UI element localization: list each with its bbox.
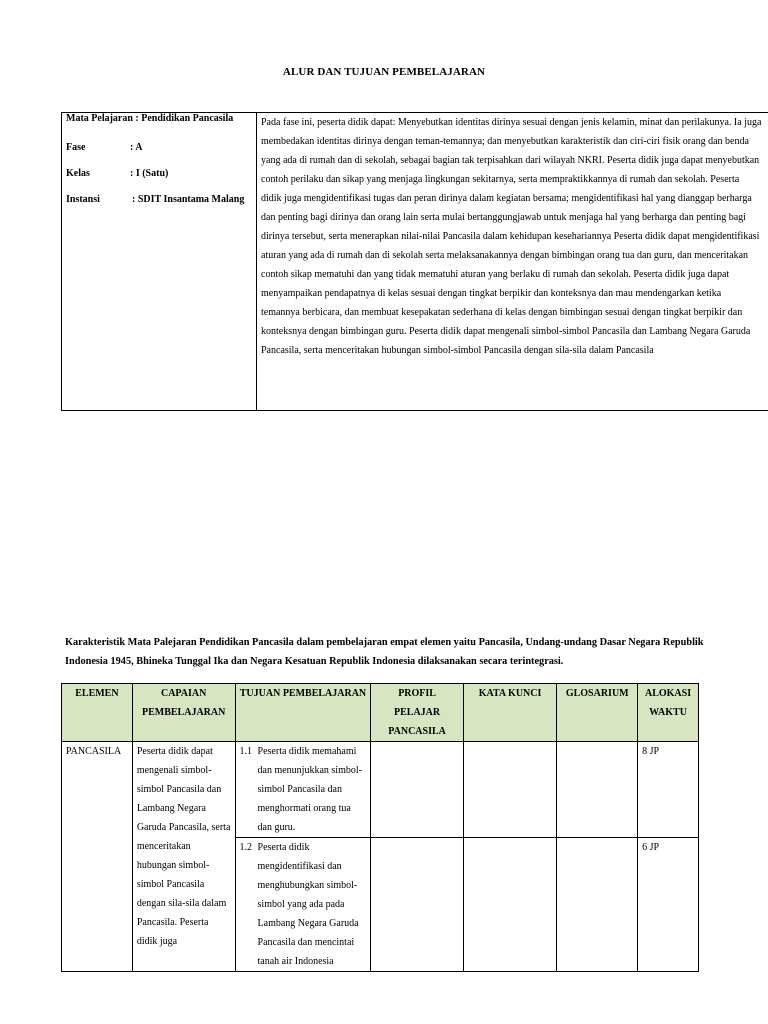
cell-elemen: PANCASILA	[62, 742, 133, 972]
page-title: ALUR DAN TUJUAN PEMBELAJARAN	[282, 66, 486, 78]
info-row-phase	[66, 142, 252, 168]
header-capaian: CAPAIAN PEMBELAJARAN	[132, 684, 235, 742]
table-row	[62, 742, 699, 838]
header-elemen: ELEMEN	[62, 684, 133, 742]
tujuan-number: 1.2	[239, 842, 253, 853]
header-kata-kunci: KATA KUNCI	[463, 684, 557, 742]
header-profil: PROFIL PELAJAR PANCASILA	[371, 684, 463, 742]
table-header-row	[62, 684, 699, 742]
info-row-subject	[66, 113, 252, 142]
cell-glosarium-1	[557, 742, 638, 838]
header-tujuan: TUJUAN PEMBELAJARAN	[235, 684, 371, 742]
cell-capaian: Peserta didik dapat mengenali simbol-simbol Pancasila dan Lambang Negara Garuda Pancasila, serta menceritakan hubungan simbol-simbol Pancasila dengan sila-sila dalam Pancasila. Peserta didik juga	[132, 742, 235, 972]
info-row-class	[66, 168, 252, 194]
phase-value: : A	[130, 142, 143, 153]
phase-description: Pada fase ini, peserta didik dapat: Menyebutkan identitas dirinya sesuai dengan jenis kelamin, minat dan perilakunya. Ia juga membedakan identitas dirinya dengan teman-temannya; dan menyebutkan karakteristik dan ciri-ciri fisik orang dan benda yang ada di rumah dan di sekolah, sebagai bagian tak terpisahkan dari wilayah NKRI. Peserta didik juga dapat menyebutkan contoh perilaku dan sikap yang menjaga lingkungan sekitarnya, serta mempraktikkannya di rumah dan sekolah. Peserta didik juga mengidentifikasi tugas dan peran dirinya dalam kegiatan bersama; mengidentifikasi hal yang dianggap berharga dan penting bagi dirinya dan orang lain serta mulai bertanggungjawab untuk menjaga hal yang berharga dan penting bagi dirinya tersebut, serta menerapkan nilai-nilai Pancasila dalam kehidupan kesehariannya Peserta didik dapat mengidentifikasi aturan yang ada di rumah dan di sekolah serta melaksanakannya dengan bimbingan orang tua dan guru, dan menceritakan contoh sikap mematuhi dan yang tidak mematuhi aturan yang berlaku di rumah dan sekolah. Peserta didik juga dapat menyampaikan pendapatnya di kelas sesuai dengan tingkat berpikir dan konteksnya dan mau mendengarkan ketika temannya berbicara, dan membuat kesepakatan sederhana di kelas dengan bimbingan sesuai dengan tingkat berpikir dan konteksnya dengan bimbingan guru. Peserta didik dapat mengenali simbol-simbol Pancasila dan Lambang Negara Garuda Pancasila, serta menceritakan hubungan simbol-simbol Pancasila dengan sila-sila dalam Pancasila	[257, 113, 768, 411]
info-row-institution	[66, 194, 252, 220]
header-alokasi: ALOKASI WAKTU	[638, 684, 699, 742]
cell-profil-1	[371, 742, 463, 838]
learning-objectives-table	[61, 683, 699, 972]
class-value: : I (Satu)	[130, 168, 169, 179]
tujuan-text: Peserta didik memahami dan menunjukkan simbol-simbol Pancasila dan menghormati orang tua dan guru.	[257, 746, 362, 833]
institution-value: : SDIT Insantama Malang	[132, 194, 245, 205]
cell-profil-2	[371, 838, 463, 972]
class-label: Kelas	[66, 168, 90, 179]
info-table	[61, 112, 768, 411]
cell-kata-kunci-2	[463, 838, 557, 972]
cell-tujuan-1	[235, 742, 371, 838]
tujuan-number: 1.1	[239, 746, 253, 757]
phase-label: Fase	[66, 142, 86, 153]
institution-label: Instansi	[66, 194, 100, 205]
cell-alokasi-1: 8 JP	[638, 742, 699, 838]
cell-alokasi-2: 6 JP	[638, 838, 699, 972]
tujuan-text: Peserta didik mengidentifikasi dan menghubungkan simbol-simbol yang ada pada Lambang Negara Garuda Pancasila dan mencintai tanah air Indonesia	[257, 842, 359, 967]
info-identity-cell	[62, 113, 257, 411]
header-glosarium: GLOSARIUM	[557, 684, 638, 742]
cell-glosarium-2	[557, 838, 638, 972]
intro-paragraph: Karakteristik Mata Palejaran Pendidikan Pancasila dalam pembelajaran empat elemen yaitu Pancasila, Undang-undang Dasar Negara Republik Indonesia 1945, Bhineka Tunggal Ika dan Negara Kesatuan Republik Indonesia dilaksanakan secara terintegrasi.	[65, 637, 704, 667]
subject-label: Mata Pelajaran : Pendidikan Pancasila	[66, 113, 234, 124]
cell-kata-kunci-1	[463, 742, 557, 838]
cell-tujuan-2	[235, 838, 371, 972]
